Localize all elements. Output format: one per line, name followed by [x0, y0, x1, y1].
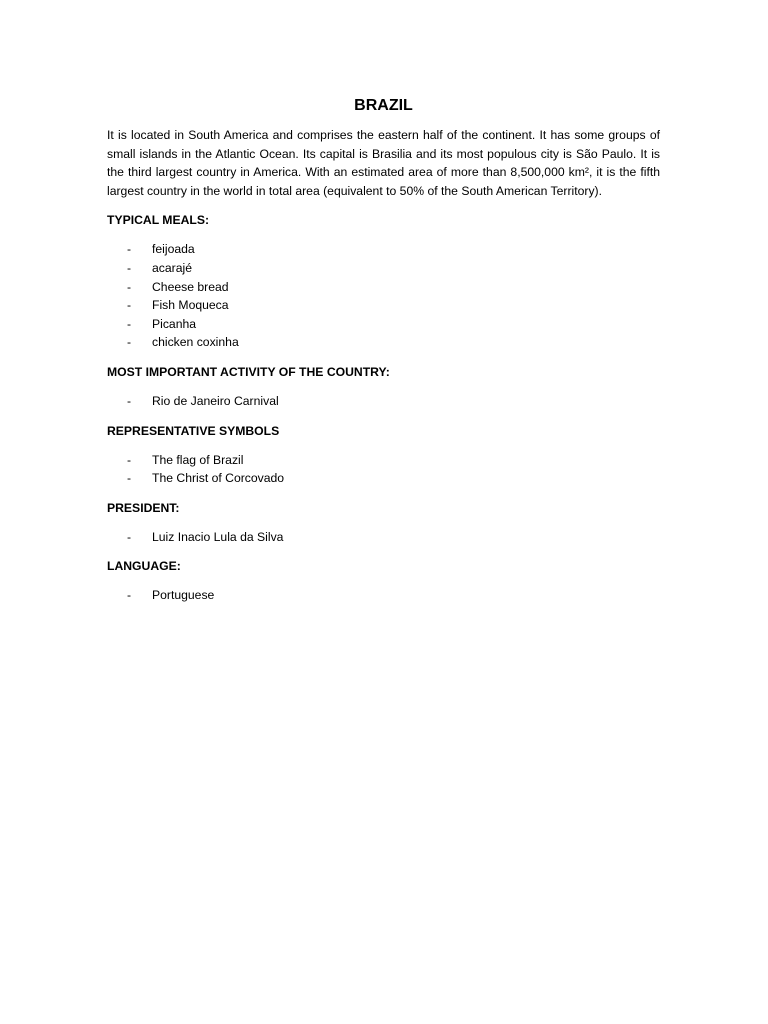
representative-symbols-list: [107, 451, 660, 488]
dash-bullet: -: [127, 316, 132, 331]
list-item: [107, 469, 660, 488]
dash-bullet: -: [127, 260, 132, 275]
dash-bullet: -: [127, 335, 132, 350]
list-item-text: Picanha: [152, 316, 197, 331]
list-item: [107, 528, 660, 547]
typical-meals-list: [107, 240, 660, 352]
list-item: [107, 240, 660, 259]
list-item: [107, 296, 660, 315]
list-item-text: Fish Moqueca: [152, 298, 229, 313]
dash-bullet: -: [127, 393, 132, 408]
list-item: [107, 586, 660, 605]
list-item-text: acarajé: [152, 260, 192, 275]
list-item-text: Portuguese: [152, 588, 215, 603]
list-item-text: Luiz Inacio Lula da Silva: [152, 529, 284, 544]
language-list: [107, 586, 660, 605]
intro-paragraph: It is located in South America and comprises the eastern half of the continent. It has some groups of small islands in the Atlantic Ocean. Its capital is Brasilia and its most populous city is São Paulo. It is the third largest country in America. With an estimated area of more than 8,500,000 km², it is the fifth largest country in the world in total area (equivalent to 50% of the South American Territory).: [107, 128, 660, 198]
list-item-text: Cheese bread: [152, 279, 229, 294]
president-list: [107, 528, 660, 547]
dash-bullet: -: [127, 242, 132, 257]
list-item-text: The flag of Brazil: [152, 452, 244, 467]
section-heading-president: PRESIDENT:: [107, 500, 180, 515]
dash-bullet: -: [127, 452, 132, 467]
dash-bullet: -: [127, 588, 132, 603]
important-activity-list: [107, 392, 660, 411]
list-item-text: Rio de Janeiro Carnival: [152, 393, 279, 408]
dash-bullet: -: [127, 471, 132, 486]
list-item: [107, 392, 660, 411]
dash-bullet: -: [127, 279, 132, 294]
list-item: [107, 259, 660, 278]
list-item-text: chicken coxinha: [152, 335, 239, 350]
section-heading-typical-meals: TYPICAL MEALS:: [107, 213, 210, 228]
list-item: [107, 451, 660, 470]
document-title: BRAZIL: [354, 97, 413, 114]
dash-bullet: -: [127, 298, 132, 313]
list-item-text: feijoada: [152, 242, 195, 257]
section-heading-representative-symbols: REPRESENTATIVE SYMBOLS: [107, 423, 280, 438]
list-item: [107, 278, 660, 297]
list-item: [107, 333, 660, 352]
section-heading-important-activity: MOST IMPORTANT ACTIVITY OF THE COUNTRY:: [107, 364, 390, 379]
dash-bullet: -: [127, 529, 132, 544]
list-item-text: The Christ of Corcovado: [152, 471, 285, 486]
list-item: [107, 315, 660, 334]
section-heading-language: LANGUAGE:: [107, 559, 181, 574]
document-page: [107, 96, 660, 616]
